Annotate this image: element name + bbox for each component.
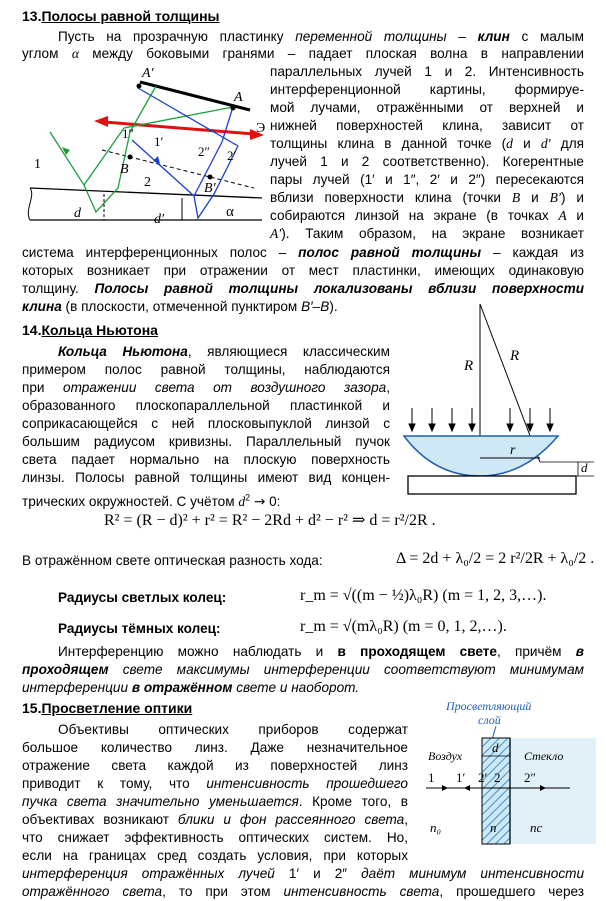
dark-rings-label: Радиусы тёмных колец:	[58, 621, 221, 636]
label-Bp: B′	[204, 181, 216, 196]
equation-geometry-text: R² = (R − d)² + r² = R² − 2Rd + d² − r² ⇒ d = r²/2R .	[104, 512, 436, 529]
equation-geometry	[104, 510, 436, 530]
section-13-title: Полосы равной толщины	[41, 8, 220, 24]
label-A1: A′	[142, 66, 154, 81]
s15-line-7: что снижает эффективность оптических систем. Но,	[22, 830, 408, 845]
equation-bright-rings: r_m = √((m − ½)λ₀R) (m = 1, 2, 3,…).	[300, 587, 547, 604]
section-13-heading	[22, 8, 220, 24]
label-B: B	[120, 162, 129, 177]
s13-line-9: пары лучей (1′ и 1″, 2′ и 2″) пересекаются	[270, 172, 584, 187]
ray-blue-to-A1	[138, 88, 238, 146]
s15-line-3: отражение света каждой из поверхностей линз	[22, 758, 408, 773]
s13-text-1: Пусть на прозрачную пластинку переменной толщины – клин с малым	[58, 29, 584, 44]
s14-line-1: Кольца Ньютона, являющиеся классическим	[58, 344, 390, 359]
point-Bp	[208, 175, 213, 180]
s13-line-14: которых возникает при отражении от мест пластинки, имеющих одинаковую	[22, 263, 584, 278]
label-nc: nc	[530, 820, 543, 835]
ray-arrow-1	[442, 785, 448, 791]
s14-para-2: проходящем свете максимумы интерференции соответствуют минимумам	[22, 662, 584, 677]
point-A	[231, 106, 236, 111]
s13-line-16: клина (в плоскости, отмеченной пунктиром B′–B).	[22, 299, 338, 314]
section-13-number: 13.	[22, 8, 42, 24]
newton-rings-figure	[398, 300, 594, 496]
s15-line-6: объективах возникают блики и фон рассеянного света,	[22, 812, 408, 827]
s13-line-1	[58, 29, 584, 45]
s13-line-8: лучей 1 и 2 соответственно). Когерентные	[270, 154, 584, 169]
label-d: d	[492, 740, 499, 755]
s14-para-3: интерференции в отражённом свете и наоборот.	[22, 680, 360, 695]
s15-line-2: большое количество линз. Даже незначительное	[22, 740, 408, 755]
label-A: A	[234, 90, 243, 105]
point-B	[128, 155, 133, 160]
incident-arrows	[409, 408, 553, 431]
section-15-heading	[22, 700, 192, 716]
label-ray2pp: 2″	[524, 770, 536, 785]
wedge-edge	[28, 188, 31, 220]
ray-1-arrow	[62, 147, 70, 155]
s14-line-9: трических окружностей. С учётом $d^2 \to 0$:	[22, 492, 281, 510]
label-ray1: 1	[428, 770, 435, 785]
label-r: r	[510, 443, 516, 458]
label-R1: R	[464, 358, 474, 374]
label-1p: 1′	[154, 134, 164, 149]
glass-plate	[408, 476, 576, 494]
ray-green-to-A	[124, 107, 233, 128]
label-ray2: 2	[494, 770, 501, 785]
s13-line-12: A′). Таким образом, на экране возникает	[270, 226, 584, 241]
label-2pp: 2″	[198, 144, 210, 159]
s15-line-5: пучка света значительно уменьшается. Кроме того, в	[22, 794, 408, 809]
s13-line-15: толщину. Полосы равной толщины локализованы вблизи поверхности	[22, 281, 585, 296]
label-ray1: 1	[34, 157, 41, 172]
s15-line-8: если на границах сред создать условия, при которых	[22, 848, 408, 863]
s14-line-6: большим радиусом кривизны. Параллельный пучок	[22, 434, 390, 449]
section-14-title: Кольца Ньютона	[41, 322, 158, 338]
section-15-title: Просветление оптики	[41, 700, 193, 716]
s14-line-2: примером полос равной толщины, наблюдаются	[22, 362, 390, 377]
label-dp: d′	[154, 212, 165, 227]
label-screen: Э	[256, 121, 266, 136]
label-n0: n₀	[430, 820, 442, 835]
label-R2: R	[510, 348, 520, 364]
label-d: d	[74, 206, 81, 221]
s14-line-5: соприкасающейся с ней плосковыпуклой линзой с	[22, 416, 390, 431]
lens	[404, 436, 558, 476]
s14-para-1: Интерференцию можно наблюдать и в проходящем свете, причём в	[58, 644, 584, 659]
s15-line-4: приводит к тому, что интенсивность прошедшего	[22, 776, 408, 791]
label-ray2p: 2′	[478, 770, 488, 785]
s14-line-8: линзы. Полосы равной толщины имеют вид концен-	[22, 470, 390, 485]
s13-line-2: углом α между боковыми гранями – падает плоская волна в направлении	[22, 46, 584, 61]
section-15-number: 15.	[22, 700, 42, 716]
ray-arrow-1p	[464, 785, 470, 791]
label-2p: 2′	[227, 148, 237, 163]
ray-1	[50, 132, 130, 212]
section-14-heading	[22, 322, 158, 338]
s13-line-10: вблизи поверхности клина (точки B и B′) и	[270, 190, 584, 205]
s15-line-10: отражённого света, то при этом интенсивность света, прошедшего через	[22, 884, 584, 899]
ray-1p	[84, 128, 124, 185]
s14-line-7: света падает нормально на плоскую поверхность	[22, 452, 390, 467]
s13-line-7: толщины клина в данной точке (d и d′ для	[270, 136, 584, 151]
section-14-number: 14.	[22, 322, 42, 338]
label-glass: Стекло	[524, 749, 564, 763]
equation-path-difference: Δ = 2d + λ₀/2 = 2 r²/2R + λ₀/2 .	[396, 550, 595, 567]
path-difference-label: В отражённом свете оптическая разность хода:	[22, 553, 323, 568]
point-A1	[137, 84, 142, 89]
label-alpha: α	[226, 204, 234, 220]
s13-line-11: собираются линзой на экране (в точках A и	[270, 208, 584, 223]
s14-line-4: образованного плоскопараллельной пластинкой и	[22, 398, 390, 413]
s14-line-3: при отражении света от воздушного зазора,	[22, 380, 390, 395]
label-coating-2: слой	[478, 713, 501, 727]
s13-line-13: системa интерференционных полос – полос равной толщины – каждая из	[22, 245, 584, 260]
s13-line-3: параллельных лучей 1 и 2. Интенсивность	[270, 64, 584, 79]
equation-dark-rings: r_m = √(mλ₀R) (m = 0, 1, 2,…).	[300, 618, 507, 635]
bright-rings-label: Радиусы светлых колец:	[58, 590, 227, 605]
s13-line-4: интерференционной картины, формируе-	[270, 82, 584, 97]
lens-arrow-head-left	[94, 116, 108, 127]
label-coating-1: Просветляющий	[446, 699, 532, 713]
label-ray1p: 1′	[456, 770, 466, 785]
s15-line-9: интерференция отражённых лучей 1′ и 2″ даёт минимум интенсивности	[22, 866, 585, 881]
label-d: d	[581, 460, 588, 475]
label-ray2: 2	[144, 175, 151, 190]
s13-line-6: нижней поверхностей клина, зависит от	[270, 118, 584, 133]
wedge-figure	[22, 60, 272, 238]
s13-line-5: мой лучами, отражёнными от верхней и	[270, 100, 584, 115]
label-air: Воздух	[428, 749, 463, 763]
label-n: n	[490, 820, 497, 835]
s15-line-1: Объективы оптических приборов содержат	[58, 722, 408, 737]
label-1pp: 1″	[122, 126, 134, 141]
coating-figure	[420, 698, 596, 846]
